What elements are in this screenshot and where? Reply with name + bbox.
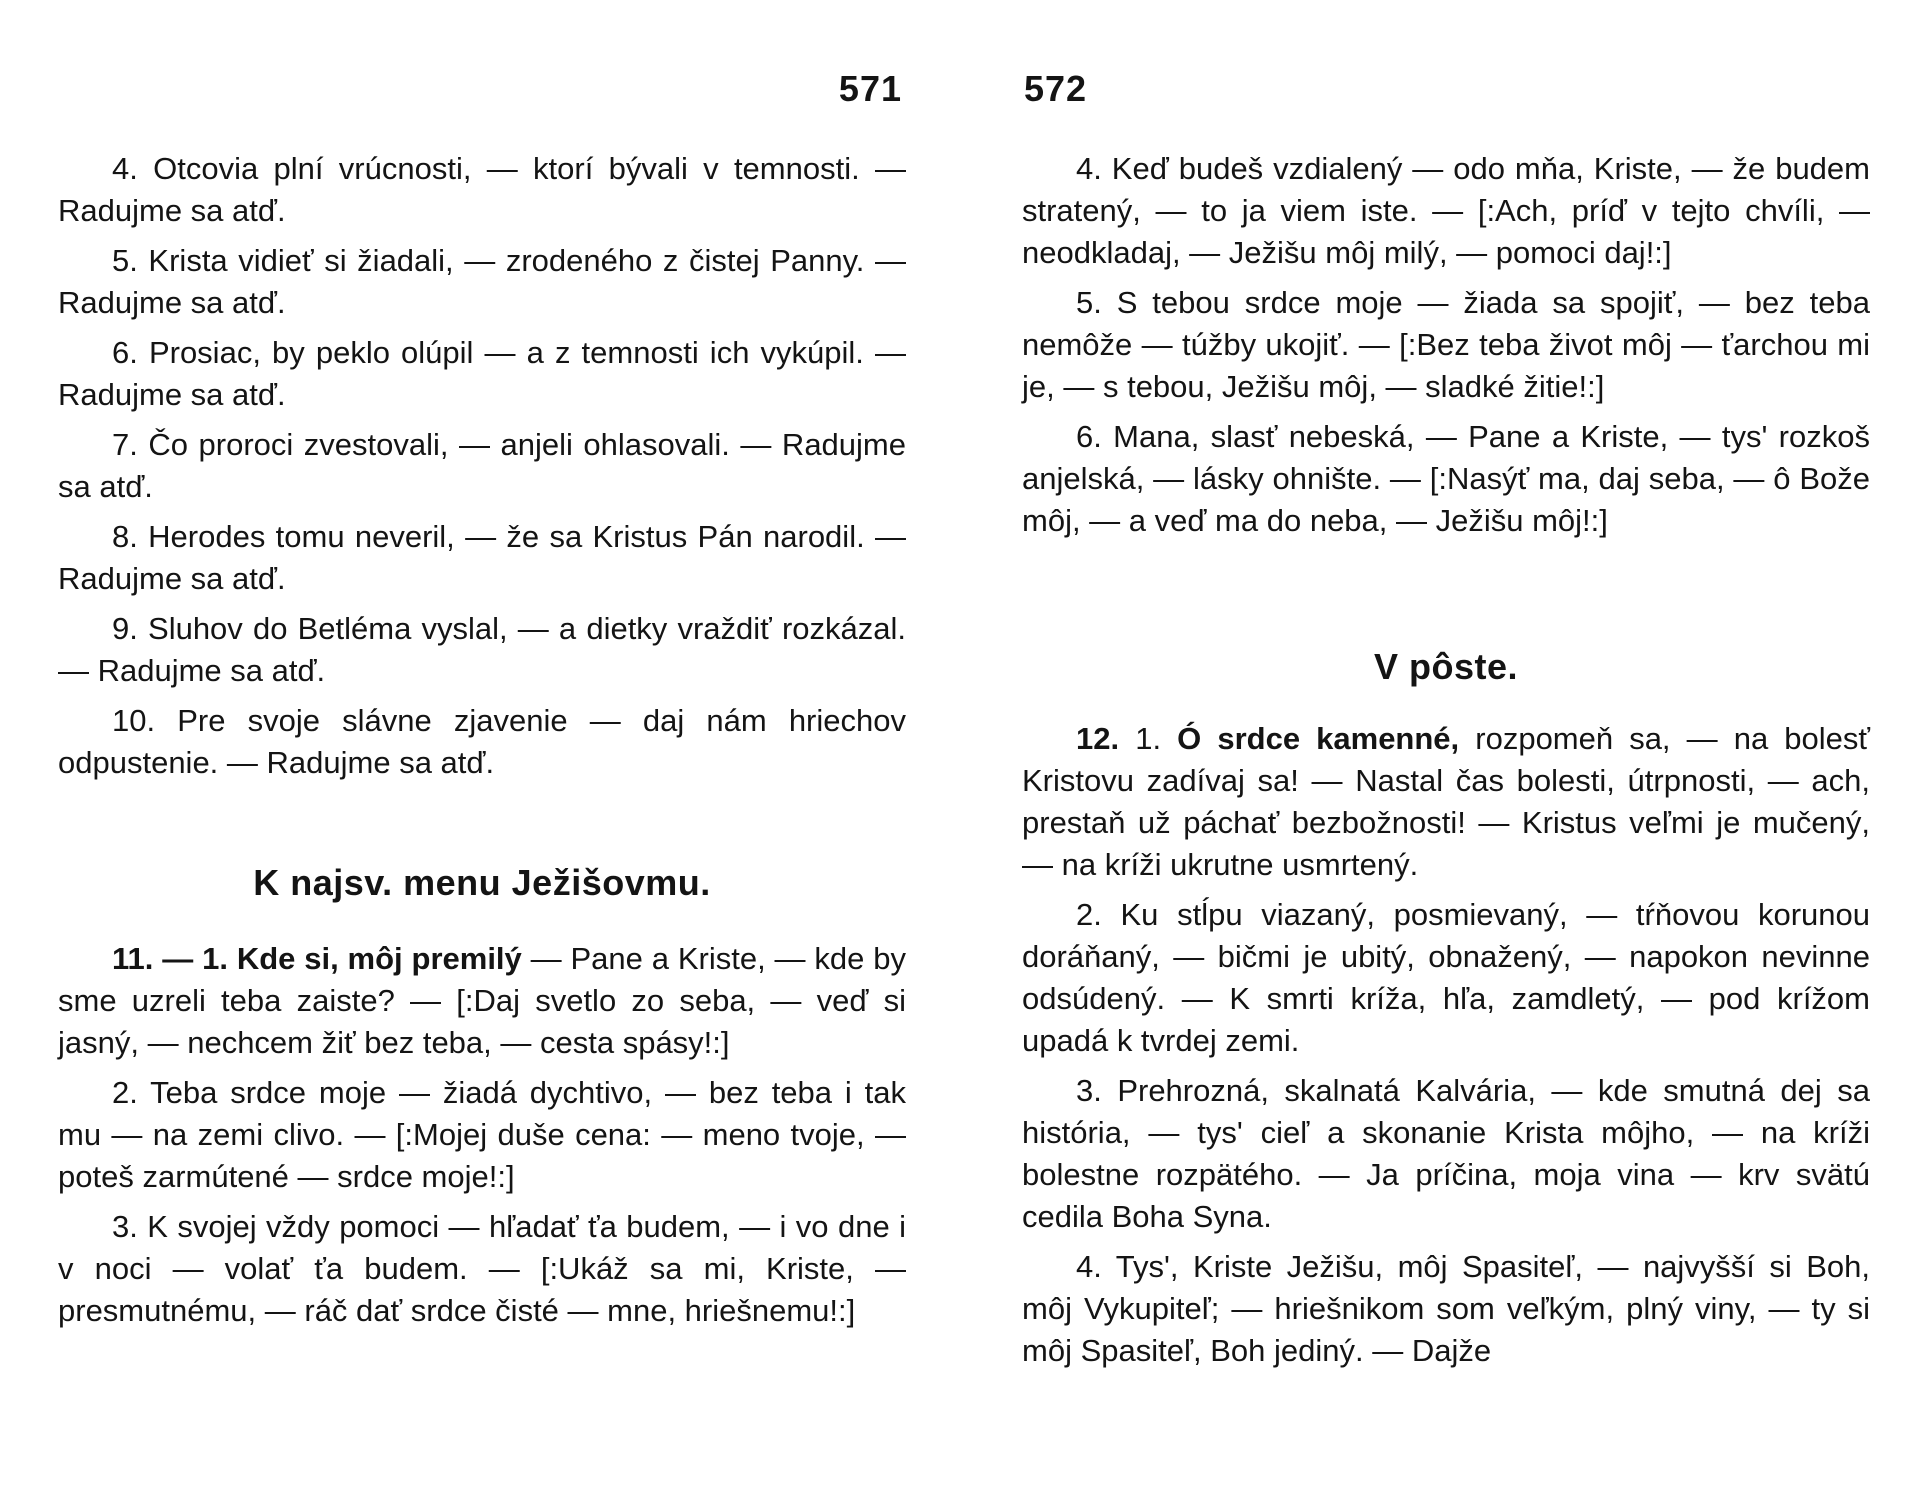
verse: 8. Herodes tomu neveril, — že sa Kristus Pán narodil. — Radujme sa atď.: [58, 519, 906, 596]
right-page: [1022, 0, 1870, 1500]
verse: 2. Teba srdce moje — žiadá dychtivo, — bez teba i tak mu — na zemi clivo. — [:Mojej duše cena: — meno tvoje, — poteš zarmútené — srdce moje!:]: [58, 1075, 906, 1194]
verse: 4. Tys', Kriste Ježišu, môj Spasiteľ, — najvyšší si Boh, môj Vykupiteľ; — hriešnikom som veľkým, plný viny, — ty si môj Spasiteľ, Boh jediný. — Dajže: [1022, 1249, 1870, 1368]
right-page-body: [1022, 148, 1870, 1380]
song-first-verse: [58, 938, 906, 1064]
verse: 10. Pre svoje slávne zjavenie — daj nám hriechov odpustenie. — Radujme sa atď.: [58, 703, 906, 780]
verse: 5. S tebou srdce moje — žiada sa spojiť, — bez teba nemôže — túžby ukojiť. — [:Bez teba život môj — ťarchou mi je, — s tebou, Ježišu môj, — sladké žitie!:]: [1022, 285, 1870, 404]
verse: 4. Otcovia plní vrúcnosti, — ktorí bývali v temnosti. — Radujme sa atď.: [58, 151, 906, 228]
verse: 4. Keď budeš vzdialený — odo mňa, Kriste, — že budem stratený, — to ja viem iste. — [:Ach, príď v tejto chvíli, — neodkladaj, — Ježišu môj milý, — pomoci daj!:]: [1022, 151, 1870, 270]
verse: 6. Mana, slasť nebeská, — Pane a Kriste, — tys' rozkoš anjelská, — lásky ohnište. — [:Nasýť ma, daj seba, — ô Bože môj, — a veď ma do neba, — Ježišu môj!:]: [1022, 419, 1870, 538]
verse-text: — Pane a Kriste, — kde by sme uzreli teba zaiste? — [:Daj svetlo zo seba, — veď si jasný, — nechcem žiť bez teba, — cesta spásy!:]: [58, 941, 906, 1060]
verse: 5. Krista vidieť si žiadali, — zrodeného z čistej Panny. — Radujme sa atď.: [58, 243, 906, 320]
verse-text: rozpomeň sa, — na bolesť Kristovu zadívaj sa! — Nastal čas bolesti, útrpnosti, — ach, prestaň už páchať bezbožnosti! — Kristus veľmi je mučený, — na kríži ukrutne usmrtený.: [1022, 721, 1871, 882]
verse: 3. K svojej vždy pomoci — hľadať ťa budem, — i vo dne i v noci — volať ťa budem. — [:Ukáž sa mi, Kriste, — presmutnému, — ráč dať srdce čisté — mne, hriešnemu!:]: [58, 1209, 906, 1328]
page-number: 571: [838, 68, 902, 109]
verse: 9. Sluhov do Betléma vyslal, — a dietky vraždiť rozkázal. — Radujme sa atď.: [58, 611, 906, 688]
song-number: 11. — 1.: [112, 941, 228, 976]
song-first-verse: [1022, 718, 1870, 886]
verse-number: 1.: [1135, 721, 1162, 756]
section-heading: V pôste.: [1373, 646, 1519, 687]
song-incipit: Kde si, môj premilý: [236, 941, 522, 976]
verse: 7. Čo proroci zvestovali, — anjeli ohlasovali. — Radujme sa atď.: [58, 427, 906, 504]
verse: 6. Prosiac, by peklo olúpil — a z temnosti ich vykúpil. — Radujme sa atď.: [58, 335, 906, 412]
verse: 3. Prehrozná, skalnatá Kalvária, — kde smutná dej sa história, — tys' cieľ a skonanie Krista môjho, — na kríži bolestne rozpätého. — Ja príčina, moja vina — krv svätú cedila Boha Syna.: [1022, 1073, 1870, 1234]
page-number: 572: [1024, 68, 1088, 109]
left-page: [58, 0, 906, 1500]
song-number: 12.: [1076, 721, 1120, 756]
verse: 2. Ku stĺpu viazaný, posmievaný, — tŕňovou korunou doráňaný, — bičmi je ubitý, obnažený, — napokon nevinne odsúdený. — K smrti kríža, hľa, zamdletý, — pod krížom upadá k tvrdej zemi.: [1022, 897, 1870, 1058]
left-page-body: [58, 148, 906, 1340]
section-heading: K najsv. menu Ježišovmu.: [253, 862, 711, 903]
song-incipit: Ó srdce kamenné,: [1177, 721, 1460, 756]
